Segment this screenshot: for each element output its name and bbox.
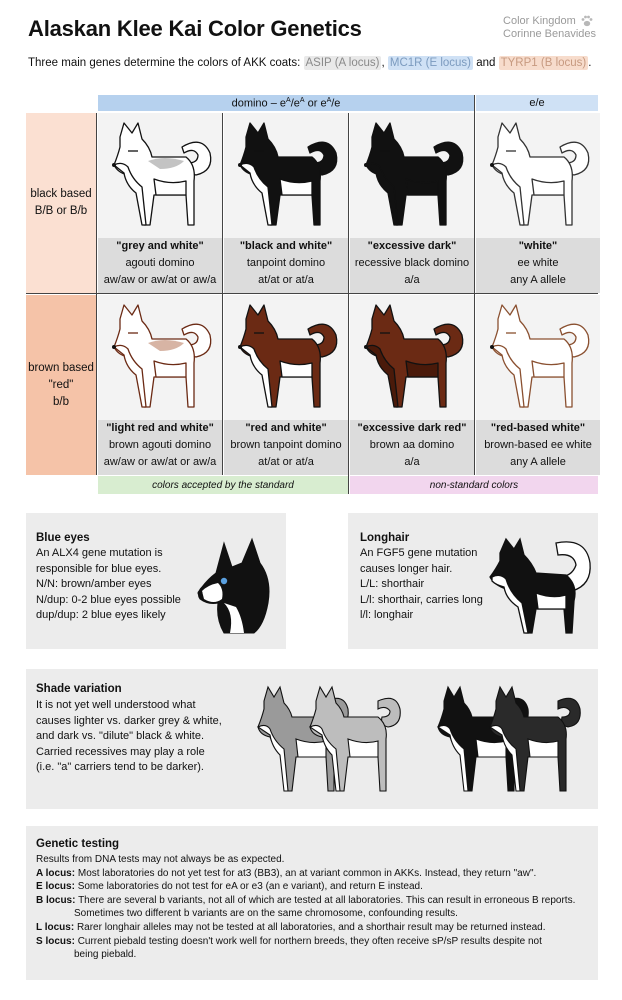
coat-name: "red and white": [245, 422, 327, 434]
grid-divider: [474, 95, 475, 475]
coat-caption: [98, 420, 222, 475]
locus-text: Rarer longhair alleles may not be tested at all laboratories, and a shorthair result may be returned instead.: [76, 921, 546, 933]
a-locus-item: [36, 867, 592, 881]
blue-eyes-panel: [26, 513, 286, 649]
brand-name: Color Kingdom: [503, 14, 576, 27]
coat-caption: [98, 238, 222, 293]
row-label-line: b/b: [53, 395, 69, 408]
text-line: Carried recessives may play a role: [36, 745, 205, 758]
dog-group: [258, 687, 580, 791]
grid-divider: [26, 293, 598, 294]
row-label-line: black based: [30, 188, 92, 200]
coat-description: ee white: [517, 257, 559, 269]
coat-genotype: at/at or at/a: [258, 456, 314, 468]
coat-cell: [350, 295, 474, 475]
grid-divider: [348, 113, 349, 494]
grid-divider: [96, 113, 97, 475]
row-label-line: "red": [48, 378, 74, 391]
dog-illustration: [98, 295, 222, 420]
text-line: l/l: longhair: [360, 609, 414, 621]
coat-genotype: aw/aw or aw/at or aw/a: [103, 456, 217, 468]
coat-cell: [476, 295, 600, 475]
locus-label: B locus:: [36, 894, 76, 906]
domino-header: [98, 95, 474, 111]
coat-caption: [476, 420, 600, 475]
ee-header: e/e: [476, 95, 598, 111]
coat-name: "black and white": [239, 240, 333, 252]
locus-label: E locus:: [36, 881, 75, 893]
coat-cell: [476, 113, 600, 293]
genetic-testing-title: Genetic testing: [36, 838, 120, 850]
shade-dogs-illustration: [256, 677, 596, 803]
shade-variation-panel: [26, 669, 598, 809]
l-locus-item: [36, 921, 592, 935]
brand: [503, 14, 596, 41]
coat-name: "grey and white": [116, 240, 204, 252]
text-line: L/L: shorthair: [360, 578, 425, 590]
locus-text: Current piebald testing doesn't work well for northern breeds, they often receive sP/sP results despite not: [77, 935, 542, 947]
coat-genotype: a/a: [404, 456, 420, 468]
coat-description: brown aa domino: [369, 439, 455, 451]
text-line: responsible for blue eyes.: [36, 562, 162, 575]
coat-description: recessive black domino: [354, 257, 470, 269]
brand-author: Corinne Benavides: [503, 28, 596, 40]
row-label-line: brown based: [28, 361, 94, 374]
row-label-line: B/B or B/b: [34, 205, 88, 217]
coat-cell: [350, 113, 474, 293]
text-line: An ALX4 gene mutation is: [36, 547, 163, 559]
text-line: An FGF5 gene mutation: [360, 547, 478, 559]
coat-description: tanpoint domino: [246, 257, 326, 269]
intro-and: and: [476, 57, 496, 69]
coat-genotype: a/a: [404, 274, 420, 286]
shade-dog: [310, 687, 400, 791]
coat-name: "excessive dark": [367, 240, 457, 252]
coat-cell: [224, 113, 348, 293]
shade-title: Shade variation: [36, 683, 122, 695]
domino-header-label: domino – $e^A/e^A$ or $e^A/e$: [231, 96, 341, 110]
dog-illustration: [224, 113, 348, 238]
dog-illustration: [476, 113, 600, 238]
shade-dog: [490, 687, 580, 791]
nonstandard-colors-label: non-standard colors: [350, 476, 598, 494]
coat-name: "light red and white": [106, 422, 214, 434]
coat-description: agouti domino: [125, 257, 195, 269]
dog-illustration: [350, 113, 474, 238]
coat-genotype: aw/aw or aw/at or aw/a: [103, 274, 217, 286]
text-line: and dark vs. "dilute" black & white.: [36, 730, 205, 742]
coat-caption: [350, 420, 474, 475]
coat-caption: [224, 420, 348, 475]
coat-cell: [224, 295, 348, 475]
coat-description: brown tanpoint domino: [230, 439, 342, 451]
text-line: L/l: shorthair, carries long: [360, 593, 483, 606]
intro-end: .: [588, 57, 592, 69]
coat-cell: [98, 113, 222, 293]
coat-genotype: at/at or at/a: [258, 274, 314, 286]
coat-caption: [476, 238, 600, 293]
asip-highlight: ASIP (A locus): [305, 57, 380, 69]
row-label-black-based: [26, 113, 96, 293]
standard-colors-label: colors accepted by the standard: [98, 476, 348, 494]
locus-text: Most laboratories do not yet test for at3 (BB3), an at variant common in AKKs. Instead, they return "aw".: [77, 867, 537, 879]
text-line: causes longer hair.: [360, 562, 453, 575]
coat-name: "white": [518, 240, 558, 252]
tyrp1-highlight: TYRP1 (B locus): [500, 57, 587, 69]
blue-eyes-title: Blue eyes: [36, 532, 90, 544]
intro-comma: ,: [381, 57, 385, 69]
coat-genotype: any A allele: [510, 274, 566, 286]
locus-text: Some laboratories do not test for eA or e3 (an e variant), and return E instead.: [77, 881, 423, 893]
genetic-testing-text: [36, 853, 592, 962]
coat-genotype: any A allele: [510, 456, 566, 468]
blue-eyes-text: [36, 546, 181, 624]
coat-description: brown-based ee white: [484, 439, 592, 451]
mc1r-highlight: MC1R (E locus): [389, 57, 472, 69]
text-line: N/dup: 0-2 blue eyes possible: [36, 593, 181, 606]
genetic-testing-panel: [26, 826, 598, 980]
grid-divider: [222, 113, 223, 475]
intro-text: [28, 57, 591, 69]
coat-name: "red-based white": [490, 422, 586, 434]
locus-label: L locus:: [36, 921, 75, 933]
coat-name: "excessive dark red": [357, 422, 467, 434]
text-line: (i.e. "a" carriers tend to be darker).: [36, 761, 204, 773]
genetic-intro: Results from DNA tests may not always be as expected.: [36, 854, 285, 865]
longhair-text: [360, 546, 483, 624]
row-label-brown-based: [26, 295, 96, 475]
coat-caption: [224, 238, 348, 293]
text-line: N/N: brown/amber eyes: [36, 578, 152, 590]
text-line: causes lighter vs. darker grey & white,: [36, 714, 222, 727]
text-line: dup/dup: 2 blue eyes likely: [36, 609, 166, 621]
b-locus-item: [36, 894, 592, 908]
dog-illustration: [98, 113, 222, 238]
text-line: It is not yet well understood what: [36, 699, 196, 711]
dog-illustration: [350, 295, 474, 420]
locus-label: A locus:: [36, 867, 76, 879]
locus-text-continued: Sometimes two different b variants are on the same chromosome, confounding results.: [74, 908, 458, 920]
e-locus-item: [36, 880, 592, 894]
dog-illustration: [224, 295, 348, 420]
longhair-dog-illustration: [486, 533, 596, 641]
locus-text-continued: being piebald.: [74, 949, 137, 961]
longhair-title: Longhair: [360, 532, 410, 544]
shade-text: [36, 698, 222, 776]
locus-text: There are several b variants, not all of which are tested at all laboratories. This can result in erroneous B reports.: [78, 894, 576, 906]
dog-illustration: [476, 295, 600, 420]
coat-cell: [98, 295, 222, 475]
husky-head-illustration: [194, 533, 278, 637]
paw-icon: [580, 14, 594, 28]
longhair-panel: [348, 513, 598, 649]
coat-description: brown agouti domino: [108, 439, 212, 451]
intro-prefix: Three main genes determine the colors of AKK coats:: [28, 57, 301, 69]
coat-caption: [350, 238, 474, 293]
locus-label: S locus:: [36, 935, 75, 947]
page-title: Alaskan Klee Kai Color Genetics: [28, 16, 362, 41]
s-locus-item: [36, 935, 592, 949]
